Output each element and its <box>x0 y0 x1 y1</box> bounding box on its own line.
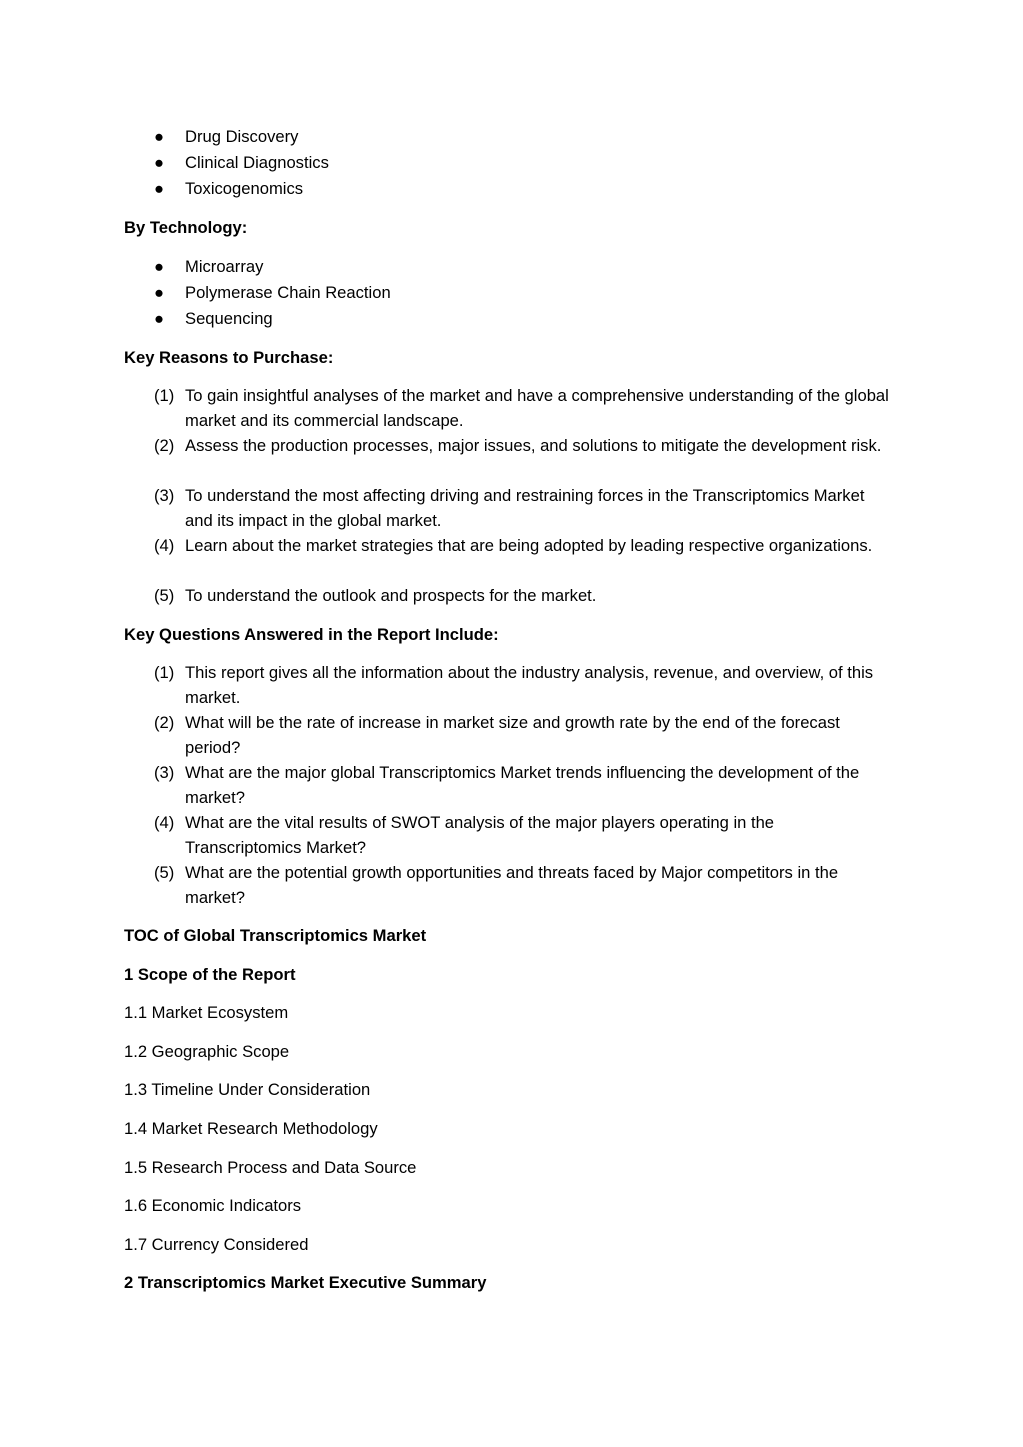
item-number: (4) <box>154 813 175 832</box>
item-number: (3) <box>154 763 175 782</box>
list-item-text: Microarray <box>185 257 264 276</box>
item-text: Learn about the market strategies that are being adopted by leading respective organizations. <box>185 536 873 555</box>
item-number: (2) <box>154 436 175 455</box>
list-item-text: Toxicogenomics <box>185 179 304 198</box>
bullet-icon: ● <box>154 153 165 172</box>
item-number: (4) <box>154 536 175 555</box>
list-item-text: Drug Discovery <box>185 127 299 146</box>
item-number: (5) <box>154 863 175 882</box>
toc-entry: 1.6 Economic Indicators <box>124 1196 302 1215</box>
toc-entry: 1.5 Research Process and Data Source <box>124 1158 417 1177</box>
item-number: (5) <box>154 586 175 605</box>
item-number: (3) <box>154 486 175 505</box>
toc-section-heading: 1 Scope of the Report <box>124 965 296 984</box>
item-number: (2) <box>154 713 175 732</box>
item-text: This report gives all the information about the industry analysis, revenue, and overview, of this market. <box>185 663 874 707</box>
item-text: What are the vital results of SWOT analysis of the major players operating in the Transcriptomics Market? <box>185 813 775 857</box>
bullet-icon: ● <box>154 309 165 328</box>
section-heading: Key Reasons to Purchase: <box>124 348 334 367</box>
bullet-icon: ● <box>154 127 165 146</box>
toc-title: TOC of Global Transcriptomics Market <box>124 926 427 945</box>
section-heading: By Technology: <box>124 218 248 237</box>
section-heading: Key Questions Answered in the Report Include: <box>124 625 499 644</box>
bullet-icon: ● <box>154 257 165 276</box>
item-number: (1) <box>154 386 175 405</box>
item-text: What are the major global Transcriptomics Market trends influencing the development of the market? <box>185 763 860 807</box>
bullet-icon: ● <box>154 179 165 198</box>
toc-entry: 1.1 Market Ecosystem <box>124 1003 289 1022</box>
toc-entry: 1.2 Geographic Scope <box>124 1042 290 1061</box>
bullet-icon: ● <box>154 283 165 302</box>
list-item-text: Clinical Diagnostics <box>185 153 329 172</box>
toc-entry: 1.3 Timeline Under Consideration <box>124 1080 371 1099</box>
toc-entry: 1.4 Market Research Methodology <box>124 1119 378 1138</box>
item-text: What are the potential growth opportunities and threats faced by Major competitors in the market? <box>185 863 839 907</box>
item-text: What will be the rate of increase in market size and growth rate by the end of the forecast period? <box>185 713 840 757</box>
item-number: (1) <box>154 663 175 682</box>
item-text: To understand the outlook and prospects for the market. <box>185 586 597 605</box>
item-text: To gain insightful analyses of the market and have a comprehensive understanding of the global market and its commercial landscape. <box>185 386 889 430</box>
list-item-text: Polymerase Chain Reaction <box>185 283 391 302</box>
toc-entry: 1.7 Currency Considered <box>124 1235 309 1254</box>
item-text: Assess the production processes, major issues, and solutions to mitigate the development risk. <box>185 436 882 455</box>
list-item-text: Sequencing <box>185 309 273 328</box>
item-text: To understand the most affecting driving and restraining forces in the Transcriptomics Market and its impact in the global market. <box>185 486 865 530</box>
toc-section-heading: 2 Transcriptomics Market Executive Summary <box>124 1273 487 1292</box>
